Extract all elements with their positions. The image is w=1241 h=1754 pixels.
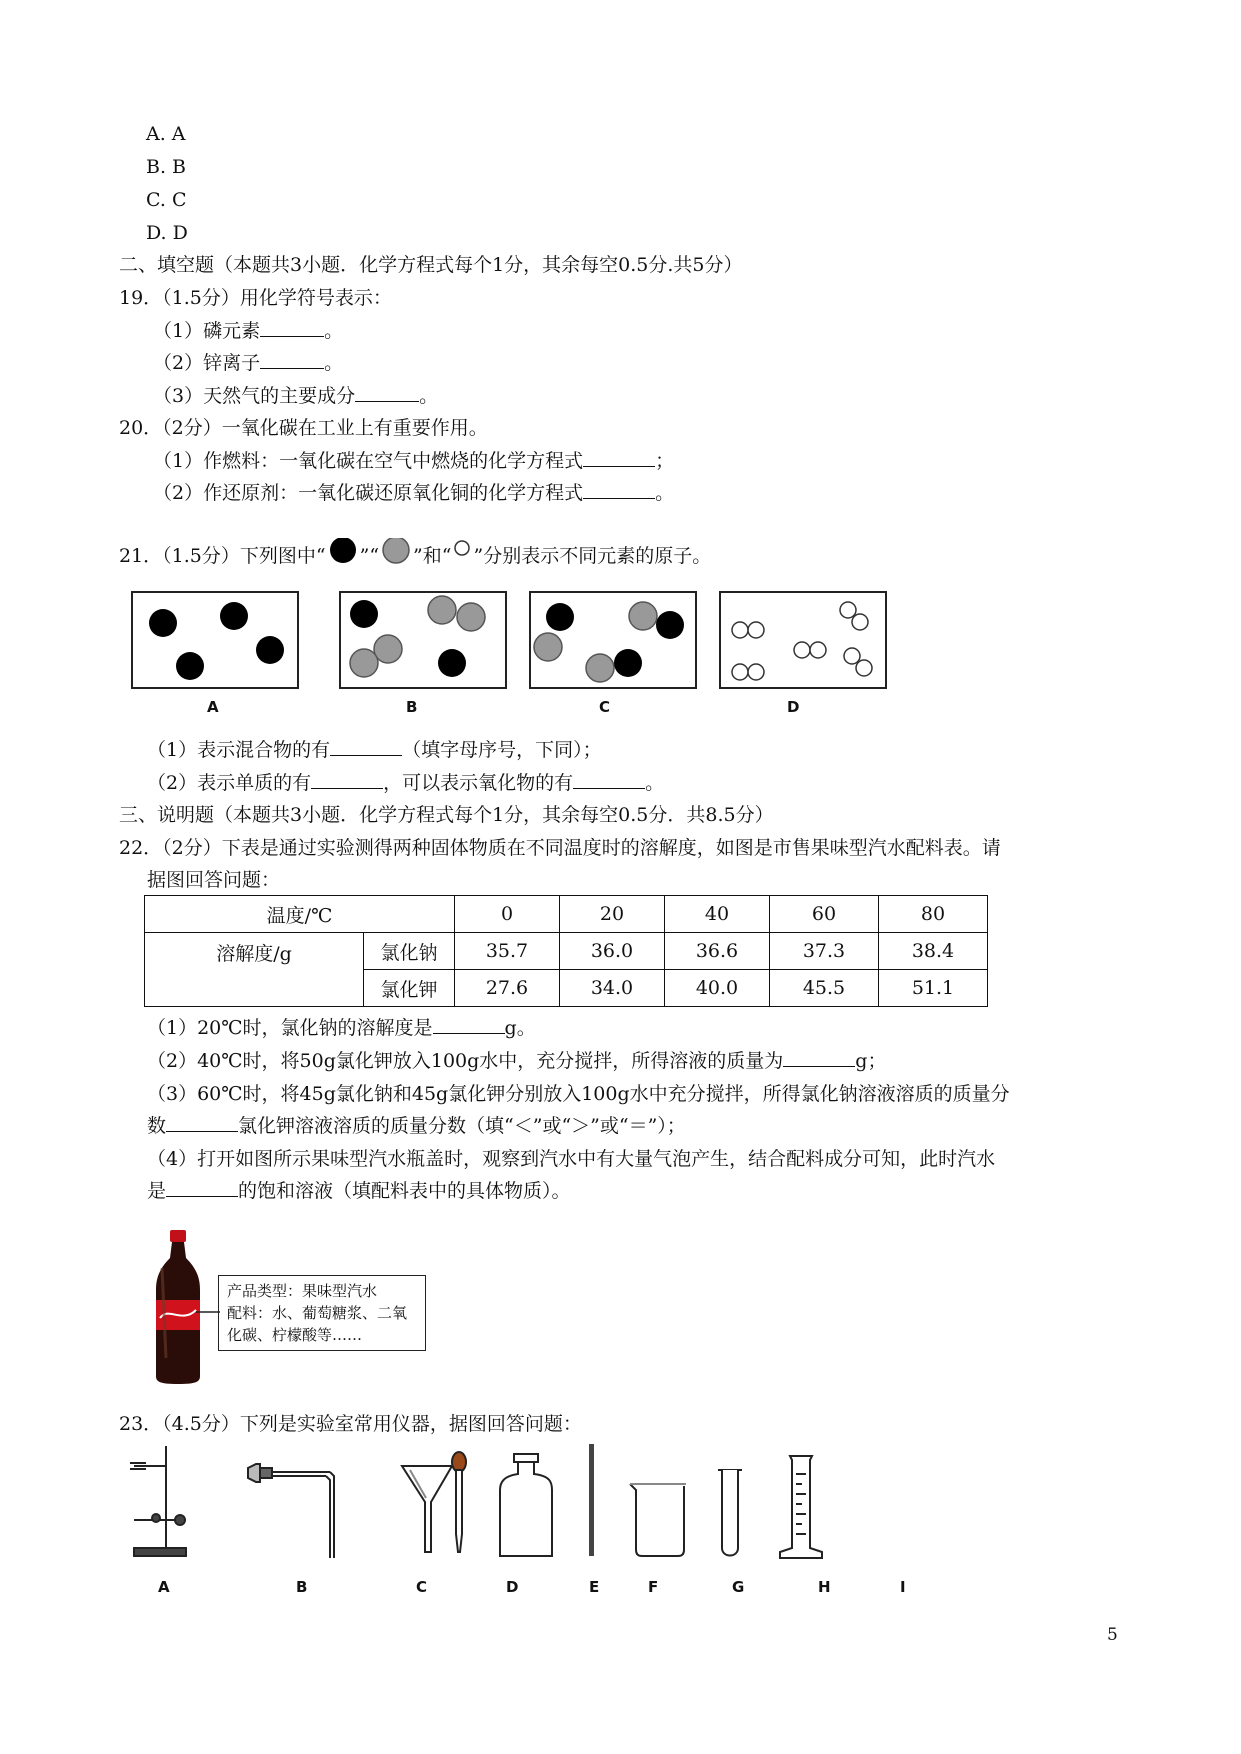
q19-part2: （2）锌离子 。 [153, 352, 344, 374]
page-number: 5 [1107, 1625, 1118, 1645]
ingredients: 配料：水、葡萄糖浆、二氧化碳、柠檬酸等…… [227, 1304, 408, 1344]
q22-blank3[interactable] [166, 1113, 238, 1132]
graduated-cylinder-icon [780, 1456, 822, 1558]
label-connector [196, 1310, 220, 1314]
particle-diagram [130, 590, 900, 720]
dropper-icon [452, 1452, 466, 1552]
q21-part1: （1）表示混合物的有 （填字母序号，下同）； [147, 739, 602, 761]
table-cell: 45.5 [770, 970, 879, 1007]
soda-bottle-icon [148, 1228, 228, 1388]
stopper-tube-icon [248, 1464, 334, 1558]
solubility-table [144, 895, 988, 1007]
q20-blank1[interactable] [583, 448, 655, 467]
q19-part3: （3）天然气的主要成分 。 [153, 385, 439, 407]
apparatus-label-d: D [506, 1578, 519, 1596]
q19-blank1[interactable] [260, 318, 324, 337]
temp-cell: 40 [665, 896, 770, 933]
substance-name: 氯化钠 [364, 933, 455, 970]
box-label-c: C [599, 698, 611, 716]
beaker-icon [630, 1484, 686, 1556]
apparatus-label-e: E [589, 1578, 600, 1596]
q21-blank3[interactable] [573, 770, 645, 789]
option-c: C. C [146, 189, 187, 211]
q22-blank2[interactable] [783, 1048, 855, 1067]
temp-cell: 80 [879, 896, 988, 933]
apparatus-label-b: B [296, 1578, 308, 1596]
particle-box-d [720, 592, 886, 688]
box-label-d: D [787, 698, 800, 716]
funnel-icon [402, 1466, 452, 1552]
option-a: A. A [146, 123, 186, 145]
q21-part2: （2）表示单质的有 ，可以表示氧化物的有 。 [147, 772, 665, 794]
particle-box-a [132, 592, 298, 688]
gray-atom-icon [379, 538, 413, 566]
table-cell: 35.7 [455, 933, 560, 970]
box-label-b: B [406, 698, 418, 716]
q22-stem-line2: 据图回答问题： [147, 869, 281, 891]
q21-stem: 21．（1.5分）下列图中“ ”“ ”和“ ”分别表示不同元素的原子。 [119, 538, 711, 569]
white-atom-icon [451, 540, 473, 562]
black-atom-icon [326, 538, 360, 566]
q21-blank2[interactable] [311, 770, 383, 789]
table-cell: 40.0 [665, 970, 770, 1007]
glass-rod-icon [589, 1444, 594, 1556]
q22-part4-line2: 是 的饱和溶液（填配料表中的具体物质）。 [147, 1180, 571, 1202]
q20-blank2[interactable] [583, 480, 655, 499]
reagent-bottle-icon [500, 1454, 552, 1556]
apparatus-label-i: I [900, 1578, 906, 1596]
q22-stem-line1: 22．（2分）下表是通过实验测得两种固体物质在不同温度时的溶解度，如图是市售果味型汽水配料表。请 [119, 837, 1001, 859]
section-3-heading: 三、说明题（本题共3小题．化学方程式每个1分，其余每空0.5分．共8.5分） [119, 804, 774, 826]
temp-cell: 60 [770, 896, 879, 933]
q22-blank4[interactable] [166, 1178, 238, 1197]
section-2-heading: 二、填空题（本题共3小题．化学方程式每个1分，其余每空0.5分.共5分） [119, 254, 743, 276]
table-cell: 51.1 [879, 970, 988, 1007]
q19-blank2[interactable] [260, 350, 324, 369]
q19-stem: 19．（1.5分）用化学符号表示： [119, 287, 392, 309]
table-cell: 38.4 [879, 933, 988, 970]
apparatus-label-a: A [158, 1578, 170, 1596]
substance-name: 氯化钾 [364, 970, 455, 1007]
solubility-header: 溶解度/g [145, 933, 364, 1007]
q23-stem: 23．（4.5分）下列是实验室常用仪器，据图回答问题： [119, 1413, 582, 1435]
q21-blank1[interactable] [330, 737, 402, 756]
q20-part1: （1）作燃料：一氧化碳在空气中燃烧的化学方程式 ； [153, 450, 675, 472]
apparatus-label-h: H [818, 1578, 831, 1596]
temp-cell: 0 [455, 896, 560, 933]
apparatus-label-f: F [648, 1578, 659, 1596]
table-cell: 34.0 [560, 970, 665, 1007]
table-row-temperature [145, 896, 988, 933]
q22-blank1[interactable] [433, 1015, 505, 1034]
ingredient-label [218, 1275, 426, 1351]
q20-part2: （2）作还原剂：一氧化碳还原氧化铜的化学方程式 。 [153, 482, 675, 504]
apparatus-row [120, 1440, 940, 1580]
table-cell: 36.0 [560, 933, 665, 970]
product-type: 产品类型：果味型汽水 [227, 1282, 378, 1300]
option-d: D. D [146, 222, 188, 244]
q20-stem: 20．（2分）一氧化碳在工业上有重要作用。 [119, 417, 488, 439]
iron-stand-icon [130, 1446, 186, 1556]
q19-blank3[interactable] [355, 383, 419, 402]
q22-part4-line1: （4）打开如图所示果味型汽水瓶盖时，观察到汽水中有大量气泡产生，结合配料成分可知，此时汽水 [147, 1148, 996, 1170]
particle-box-c [530, 592, 696, 688]
box-label-a: A [207, 698, 219, 716]
table-cell: 36.6 [665, 933, 770, 970]
temp-cell: 20 [560, 896, 665, 933]
q19-part1: （1）磷元素 。 [153, 320, 344, 342]
q22-part3-line1: （3）60℃时，将45g氯化钠和45g氯化钾分别放入100g水中充分搅拌，所得氯化钠溶液溶质的质量分 [147, 1083, 1010, 1105]
test-tube-icon [718, 1470, 742, 1556]
option-b: B. B [146, 156, 187, 178]
table-row-nacl [145, 933, 988, 970]
q22-part1: （1）20℃时，氯化钠的溶解度是 g。 [147, 1017, 536, 1039]
apparatus-label-g: G [732, 1578, 745, 1596]
table-cell: 27.6 [455, 970, 560, 1007]
q22-part3-line2: 数 氯化钾溶液溶质的质量分数（填“＜”或“＞”或“＝”）； [147, 1115, 686, 1137]
table-cell: 37.3 [770, 933, 879, 970]
apparatus-label-c: C [416, 1578, 428, 1596]
particle-box-b [340, 592, 506, 688]
temp-header: 温度/℃ [145, 896, 455, 933]
q22-part2: （2）40℃时，将50g氯化钾放入100g水中，充分搅拌，所得溶液的质量为 g； [147, 1050, 887, 1072]
